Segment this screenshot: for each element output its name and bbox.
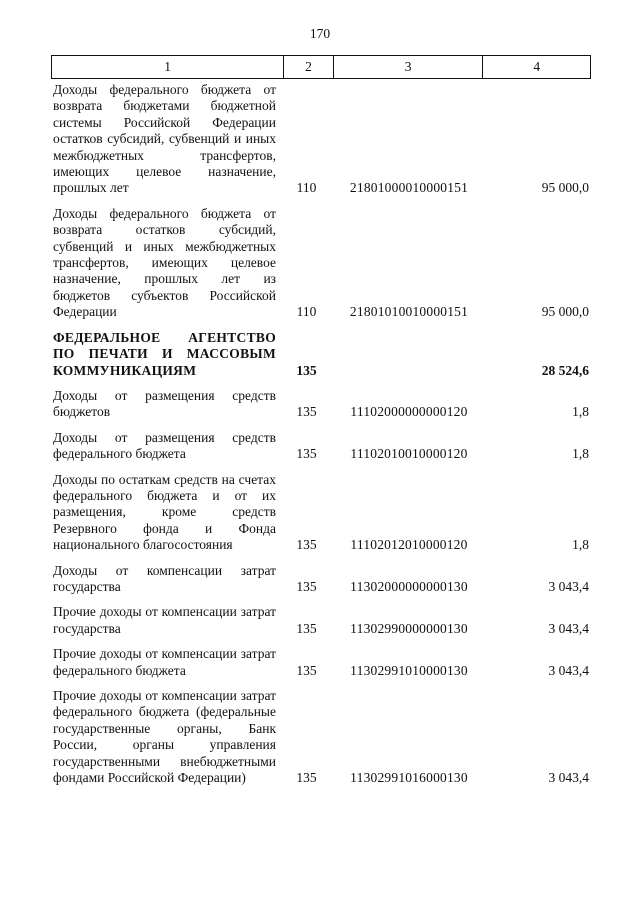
row-amount: 3 043,4 (548, 770, 589, 786)
column-header-3: 3 (334, 56, 483, 78)
row-amount: 95 000,0 (541, 180, 589, 196)
row-admin-code: 135 (296, 446, 317, 462)
row-admin-code: 110 (296, 180, 317, 196)
row-name: Доходы федерального бюджета от возврата бюджетами бюджетной системы Российской Федерации остатков субсидий, субвенций и иных межбюджетных трансфертов, имеющих целевое назначение, прошлых лет (53, 82, 276, 196)
column-header-2: 2 (284, 56, 334, 78)
row-admin-code: 135 (296, 662, 317, 678)
row-name: Прочие доходы от компенсации затрат федерального бюджета (федеральные государственные органы, Банк России, органы управления государственными внебюджетными фондами Российской Федерации) (53, 688, 276, 786)
row-amount: 1,8 (572, 537, 589, 553)
row-name: ФЕДЕРАЛЬНОЕ АГЕНТСТВО ПО ПЕЧАТИ И МАССОВЫМ КОММУНИКАЦИЯМ (53, 329, 276, 378)
row-admin-code: 135 (296, 362, 317, 378)
row-budget-code: 21801010010000151 (349, 304, 469, 320)
row-admin-code: 135 (296, 404, 317, 420)
row-amount: 95 000,0 (541, 304, 589, 320)
row-name: Доходы от размещения средств федерального бюджета (53, 429, 276, 462)
table-row (51, 604, 591, 637)
table-row (51, 82, 591, 197)
page-number: 170 (309, 26, 331, 41)
row-budget-code: 11102000000000120 (350, 404, 468, 420)
row-amount: 1,8 (572, 446, 589, 462)
row-budget-code: 21801000010000151 (349, 180, 469, 196)
row-budget-code: 11302991010000130 (350, 662, 468, 678)
row-amount: 1,8 (572, 404, 589, 420)
table-row-agency-heading (51, 330, 591, 379)
column-header-4: 4 (533, 59, 541, 74)
row-amount: 3 043,4 (548, 578, 589, 594)
row-budget-code: 11302990000000130 (350, 620, 468, 636)
row-name: Доходы от размещения средств бюджетов (53, 387, 276, 420)
table-row (51, 646, 591, 679)
row-admin-code: 135 (296, 770, 317, 786)
table-row (51, 388, 591, 421)
table-row (51, 472, 591, 554)
table-body (51, 82, 591, 795)
row-admin-code: 135 (296, 578, 317, 594)
row-budget-code: 11302000000000130 (350, 578, 468, 594)
row-amount: 28 524,6 (541, 362, 589, 378)
row-budget-code: 11302991016000130 (350, 770, 468, 786)
row-admin-code: 110 (296, 304, 317, 320)
table-row (51, 206, 591, 321)
row-admin-code: 135 (296, 620, 317, 636)
row-name: Доходы по остаткам средств на счетах федерального бюджета и от их размещения, кроме средств Резервного фонда и Фонда национального благосостояния (53, 471, 276, 553)
row-budget-code: 11102010010000120 (350, 446, 468, 462)
row-budget-code: 11102012010000120 (350, 537, 468, 553)
row-admin-code: 135 (296, 537, 317, 553)
column-header-row (51, 55, 591, 79)
table-row (51, 688, 591, 786)
row-name: Доходы от компенсации затрат государства (53, 562, 276, 594)
column-header-1: 1 (52, 56, 284, 78)
table-row (51, 563, 591, 596)
row-amount: 3 043,4 (548, 620, 589, 636)
row-name: Доходы федерального бюджета от возврата остатков субсидий, субвенций и иных межбюджетных трансфертов, имеющих целевое назначение, прошлых лет из бюджетов субъектов Российской Федерации (53, 205, 276, 320)
table-row (51, 430, 591, 463)
row-name: Прочие доходы от компенсации затрат федерального бюджета (53, 646, 276, 678)
row-amount: 3 043,4 (548, 662, 589, 678)
row-name: Прочие доходы от компенсации затрат государства (53, 604, 276, 636)
